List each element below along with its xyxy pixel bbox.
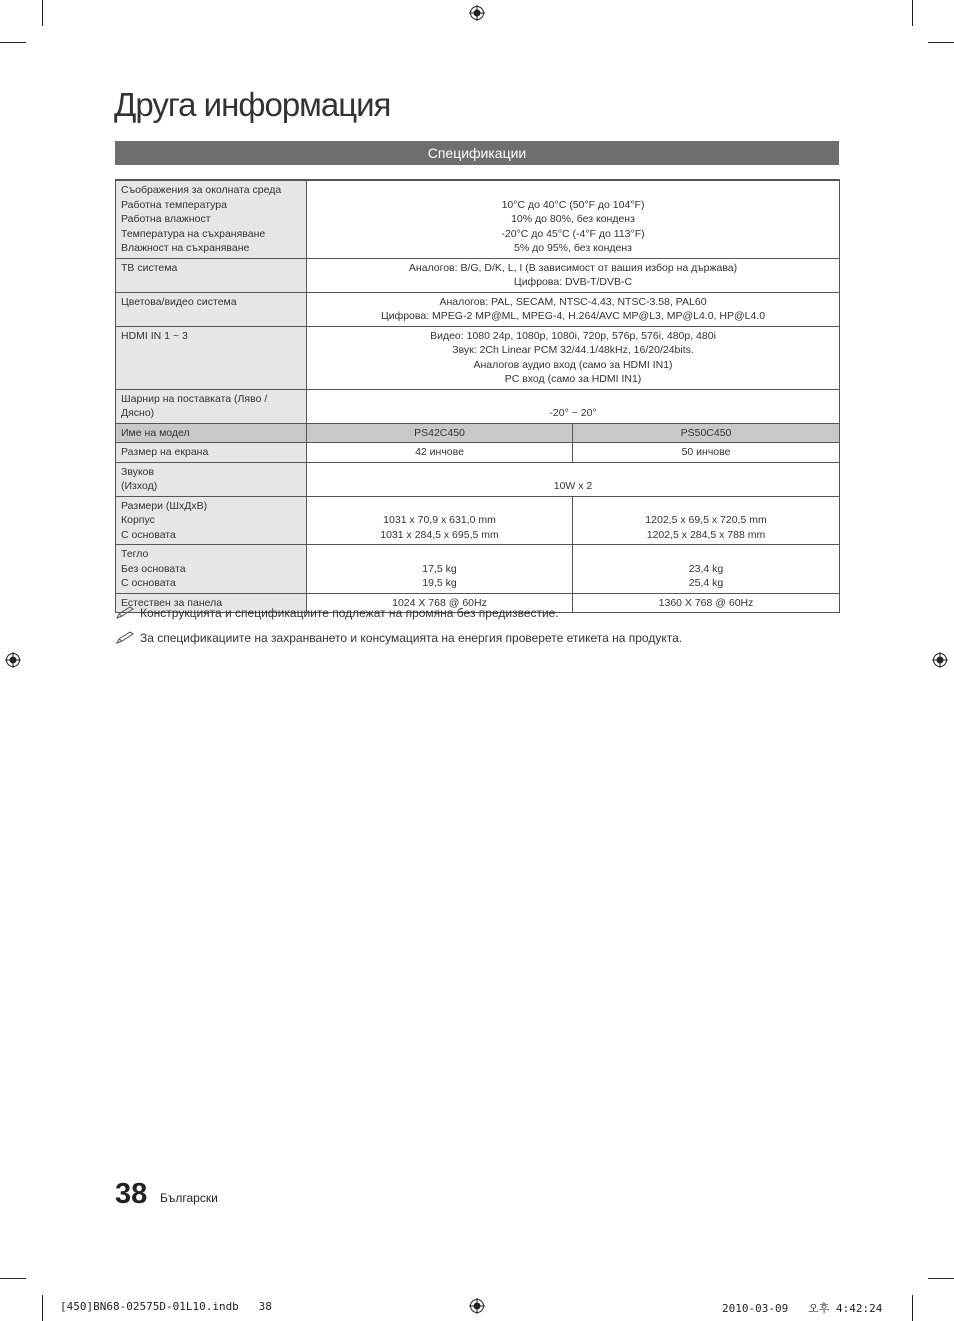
spec-table	[115, 179, 840, 613]
row-label: Звуков (Изход)	[116, 462, 307, 496]
table-row	[116, 326, 840, 389]
table-row	[116, 496, 840, 545]
row-value: Видео: 1080 24p, 1080p, 1080i, 720p, 576p, 576i, 480p, 480i Звук: 2Ch Linear PCM 32/44.1/48kHz, 16/20/24bits. Аналогов аудио вход (само за HDMI IN1) PC вход (само за HDMI IN1)	[307, 326, 840, 389]
row-label: Размер на екрана	[116, 443, 307, 463]
row-label: Име на модел	[116, 423, 307, 443]
model-b: PS50C450	[573, 423, 840, 443]
note-text: Конструкцията и спецификациите подлежат на промяна без предизвестие.	[140, 606, 559, 620]
pencil-note-icon	[116, 631, 136, 645]
registration-mark-icon	[5, 652, 21, 668]
registration-mark-icon	[469, 5, 485, 21]
row-value: 23,4 kg 25,4 kg	[573, 545, 840, 594]
model-a: PS42C450	[307, 423, 573, 443]
registration-mark-icon	[932, 652, 948, 668]
table-row	[116, 462, 840, 496]
row-label: Съображения за околната среда Работна температура Работна влажност Температура на съхраняване Влажност на съхраняване	[116, 180, 307, 258]
crop-mark	[42, 1295, 43, 1321]
page-title: Друга информация	[114, 86, 391, 123]
crop-mark	[912, 0, 913, 26]
row-value: 50 инчове	[573, 443, 840, 463]
row-value: 42 инчове	[307, 443, 573, 463]
pencil-note-icon	[116, 606, 136, 620]
note	[116, 606, 559, 620]
row-value: 17,5 kg 19,5 kg	[307, 545, 573, 594]
registration-mark-icon	[469, 1298, 485, 1314]
crop-mark	[0, 42, 26, 43]
row-value: Аналогов: PAL, SECAM, NTSC-4.43, NTSC-3.58, PAL60 Цифрова: MPEG-2 MP@ML, MPEG-4, H.264/AVC MP@L3, MP@L4.0, HP@L4.0	[307, 292, 840, 326]
row-value: Аналогов: B/G, D/K, L, I (В зависимост от вашия избор на държава) Цифрова: DVB-T/DVB-C	[307, 258, 840, 292]
table-row	[116, 292, 840, 326]
table-row	[116, 180, 840, 258]
row-label: Тегло Без основата С основата	[116, 545, 307, 594]
crop-mark	[0, 1278, 26, 1279]
row-value: -20° ~ 20°	[307, 389, 840, 423]
table-row-model	[116, 423, 840, 443]
page-number: 38	[115, 1178, 148, 1210]
row-value: 1360 X 768 @ 60Hz	[573, 593, 840, 613]
row-value: 10°C до 40°C (50°F до 104°F) 10% до 80%, без конденз -20°C до 45°C (-4°F до 113°F) 5% до 95%, без конденз	[307, 180, 840, 258]
row-label: Цветова/видео система	[116, 292, 307, 326]
row-label: Шарнир на поставката (Ляво / Дясно)	[116, 389, 307, 423]
row-label: Естествен за панела	[116, 593, 307, 613]
table-row	[116, 389, 840, 423]
note-text: За спецификациите на захранването и консумацията на енергия проверете етикета на продукта.	[140, 631, 683, 645]
note	[116, 631, 682, 645]
row-value: 1024 X 768 @ 60Hz	[307, 593, 573, 613]
crop-mark	[42, 0, 43, 26]
crop-mark	[912, 1295, 913, 1321]
row-value: 1031 x 70,9 x 631,0 mm 1031 x 284,5 x 695,5 mm	[307, 496, 573, 545]
page-language: Български	[160, 1191, 218, 1205]
crop-mark	[928, 42, 954, 43]
row-value: 1202,5 x 69,5 x 720,5 mm 1202,5 x 284,5 x 788 mm	[573, 496, 840, 545]
row-value: 10W x 2	[307, 462, 840, 496]
section-header: Спецификации	[115, 141, 839, 165]
table-row	[116, 258, 840, 292]
crop-mark	[928, 1278, 954, 1279]
table-row	[116, 443, 840, 463]
footer-file: [450]BN68-02575D-01L10.indb 38	[60, 1300, 272, 1313]
row-label: Размери (ШхДхВ) Корпус С основата	[116, 496, 307, 545]
footer-timestamp: 2010-03-09 오후 4:42:24	[722, 1302, 883, 1315]
row-label: HDMI IN 1 ~ 3	[116, 326, 307, 389]
row-label: ТВ система	[116, 258, 307, 292]
table-row	[116, 545, 840, 594]
